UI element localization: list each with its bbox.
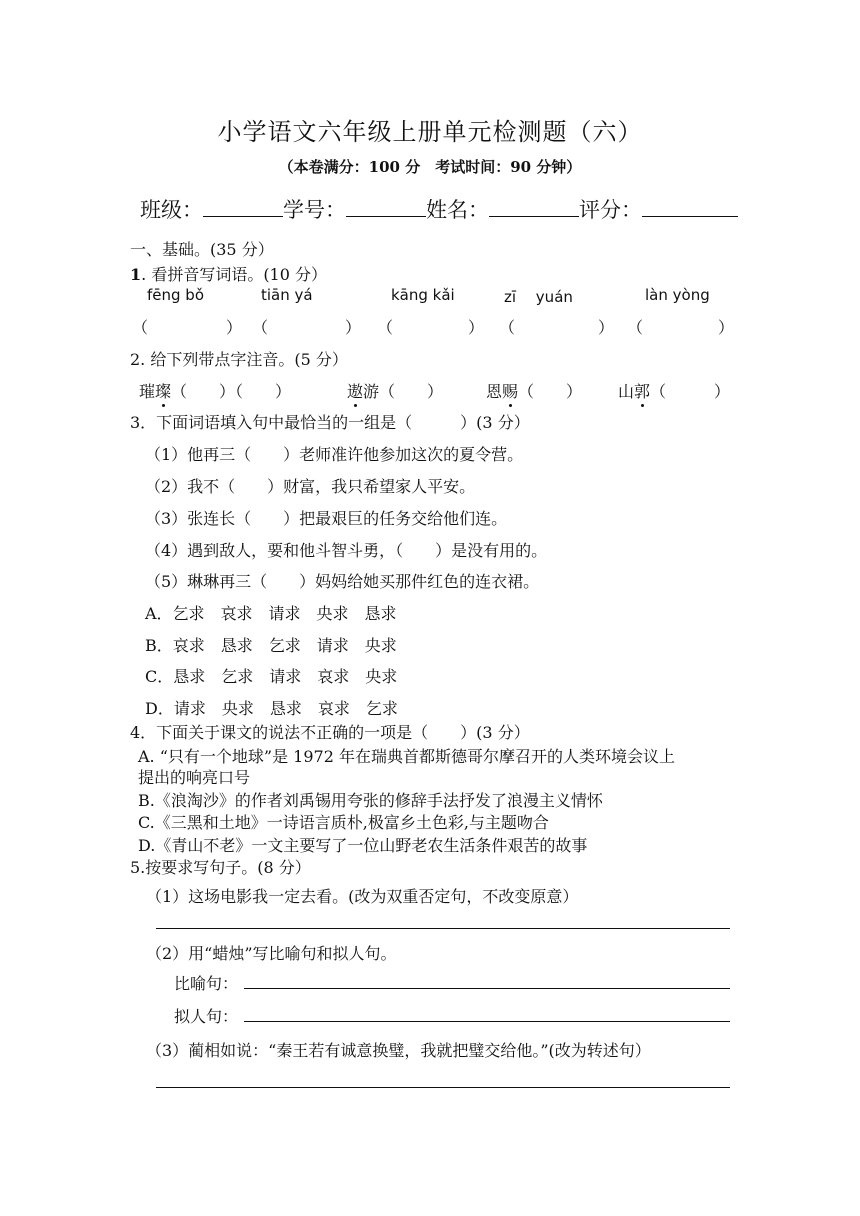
question-3: 3．下面词语填入句中最恰当的一组是（ ）(3 分） xyxy=(130,413,530,432)
section-heading: 一、基础。(35 分） xyxy=(130,240,274,259)
score-label: 评分： xyxy=(579,198,642,222)
answer-parens: （ ）（ ） xyxy=(171,382,292,401)
question-1 xyxy=(130,262,327,285)
answer-paren-1-close: ） xyxy=(226,318,243,337)
phonetic-item-3 xyxy=(486,379,582,402)
q4-option-a-cont: 提出的响亮口号 xyxy=(138,768,251,787)
name-label: 姓名： xyxy=(426,198,489,222)
char: 恩 xyxy=(486,382,503,401)
dotted-char: 遨 xyxy=(347,379,363,402)
q5-sub-2: （2）用“蜡烛”写比喻句和拟人句。 xyxy=(146,944,397,963)
answer-parens: （ ） xyxy=(518,382,583,401)
q4-option-d: D.《青山不老》一文主要写了一位山野老农生活条件艰苦的故事 xyxy=(138,836,588,855)
pinyin-1: fēng bǒ xyxy=(147,286,205,304)
personification-label: 拟人句： xyxy=(174,1007,239,1026)
answer-paren-5-open: （ xyxy=(627,318,644,337)
phonetic-item-2 xyxy=(347,379,443,402)
answer-paren-5-close: ） xyxy=(718,318,735,337)
answer-paren-3-close: ） xyxy=(468,318,485,337)
option-d: D．请求 央求 恳求 哀求 乞求 xyxy=(145,699,398,718)
q4-option-a: A. “只有一个地球”是 1972 年在瑞典首都斯德哥尔摩召开的人类环境会议上 xyxy=(138,747,675,766)
option-a: A．乞求 哀求 请求 央求 恳求 xyxy=(145,604,397,623)
answer-line-1[interactable] xyxy=(156,928,730,929)
personification-answer-line[interactable] xyxy=(244,1021,730,1022)
score-blank[interactable] xyxy=(642,196,738,217)
class-label: 班级： xyxy=(140,198,203,222)
sentence-2: （2）我不（ ）财富，我只希望家人平安。 xyxy=(145,477,476,496)
answer-paren-1-open: （ xyxy=(132,318,149,337)
question-4: 4．下面关于课文的说法不正确的一项是（ ）(3 分） xyxy=(130,723,530,742)
answer-paren-3-open: （ xyxy=(377,318,394,337)
answer-paren-4-close: ） xyxy=(598,318,615,337)
simile-answer-line[interactable] xyxy=(244,988,730,989)
answer-paren-2-open: （ xyxy=(252,318,269,337)
char: 璀 xyxy=(139,382,156,401)
phonetic-item-1 xyxy=(139,379,291,402)
name-blank[interactable] xyxy=(489,196,579,217)
sentence-3: （3）张连长（ ）把最艰巨的任务交给他们连。 xyxy=(145,509,508,528)
option-b: B．哀求 恳求 乞求 请求 央求 xyxy=(145,636,397,655)
char: 山 xyxy=(618,382,635,401)
q5-sub-1: （1）这场电影我一定去看。(改为双重否定句，不改变原意） xyxy=(146,887,579,906)
question-5: 5.按要求写句子。(8 分） xyxy=(130,858,311,877)
answer-paren-4-open: （ xyxy=(499,318,516,337)
dotted-char: 郭 xyxy=(634,379,650,402)
question-1-text: . 看拼音写词语。(10 分） xyxy=(141,265,328,284)
page-title: 小学语文六年级上册单元检测题（六） xyxy=(217,118,643,146)
answer-paren-2-close: ） xyxy=(345,318,362,337)
id-blank[interactable] xyxy=(346,196,426,217)
dotted-char: 璨 xyxy=(155,379,171,402)
q4-option-c: C.《三黑和土地》一诗语言质朴,极富乡土色彩,与主题吻合 xyxy=(138,813,549,832)
student-info-line xyxy=(140,194,738,224)
q4-option-b: B.《浪淘沙》的作者刘禹锡用夸张的修辞手法抒发了浪漫主义情怀 xyxy=(138,791,603,810)
answer-line-3[interactable] xyxy=(156,1087,730,1088)
simile-label: 比喻句： xyxy=(174,974,239,993)
q5-sub-3: （3）蔺相如说：“秦王若有诚意换璧，我就把璧交给他。”(改为转述句） xyxy=(146,1041,651,1060)
id-label: 学号： xyxy=(283,198,346,222)
question-1-number: 1 xyxy=(130,265,142,284)
sentence-4: （4）遇到敌人，要和他斗智斗勇，（ ）是没有用的。 xyxy=(145,541,548,560)
class-blank[interactable] xyxy=(203,196,283,217)
option-c: C．恳求 乞求 请求 哀求 央求 xyxy=(145,667,398,686)
sentence-5: （5）琳琳再三（ ）妈妈给她买那件红色的连衣裙。 xyxy=(145,572,540,591)
pinyin-3: kāng kǎi xyxy=(391,286,455,304)
exam-info: （本卷满分：100 分 考试时间：90 分钟） xyxy=(278,158,582,176)
pinyin-4: zī yuán xyxy=(504,288,573,306)
answer-parens: （ ） xyxy=(650,382,731,401)
phonetic-item-4 xyxy=(618,379,730,402)
sentence-1: （1）他再三（ ）老师准许他参加这次的夏令营。 xyxy=(145,445,524,464)
question-2: 2. 给下列带点字注音。(5 分） xyxy=(130,350,348,369)
pinyin-2: tiān yá xyxy=(261,286,313,304)
pinyin-5: làn yòng xyxy=(645,286,710,304)
char-with-parens: 游（ ） xyxy=(363,382,444,401)
dotted-char: 赐 xyxy=(502,379,518,402)
